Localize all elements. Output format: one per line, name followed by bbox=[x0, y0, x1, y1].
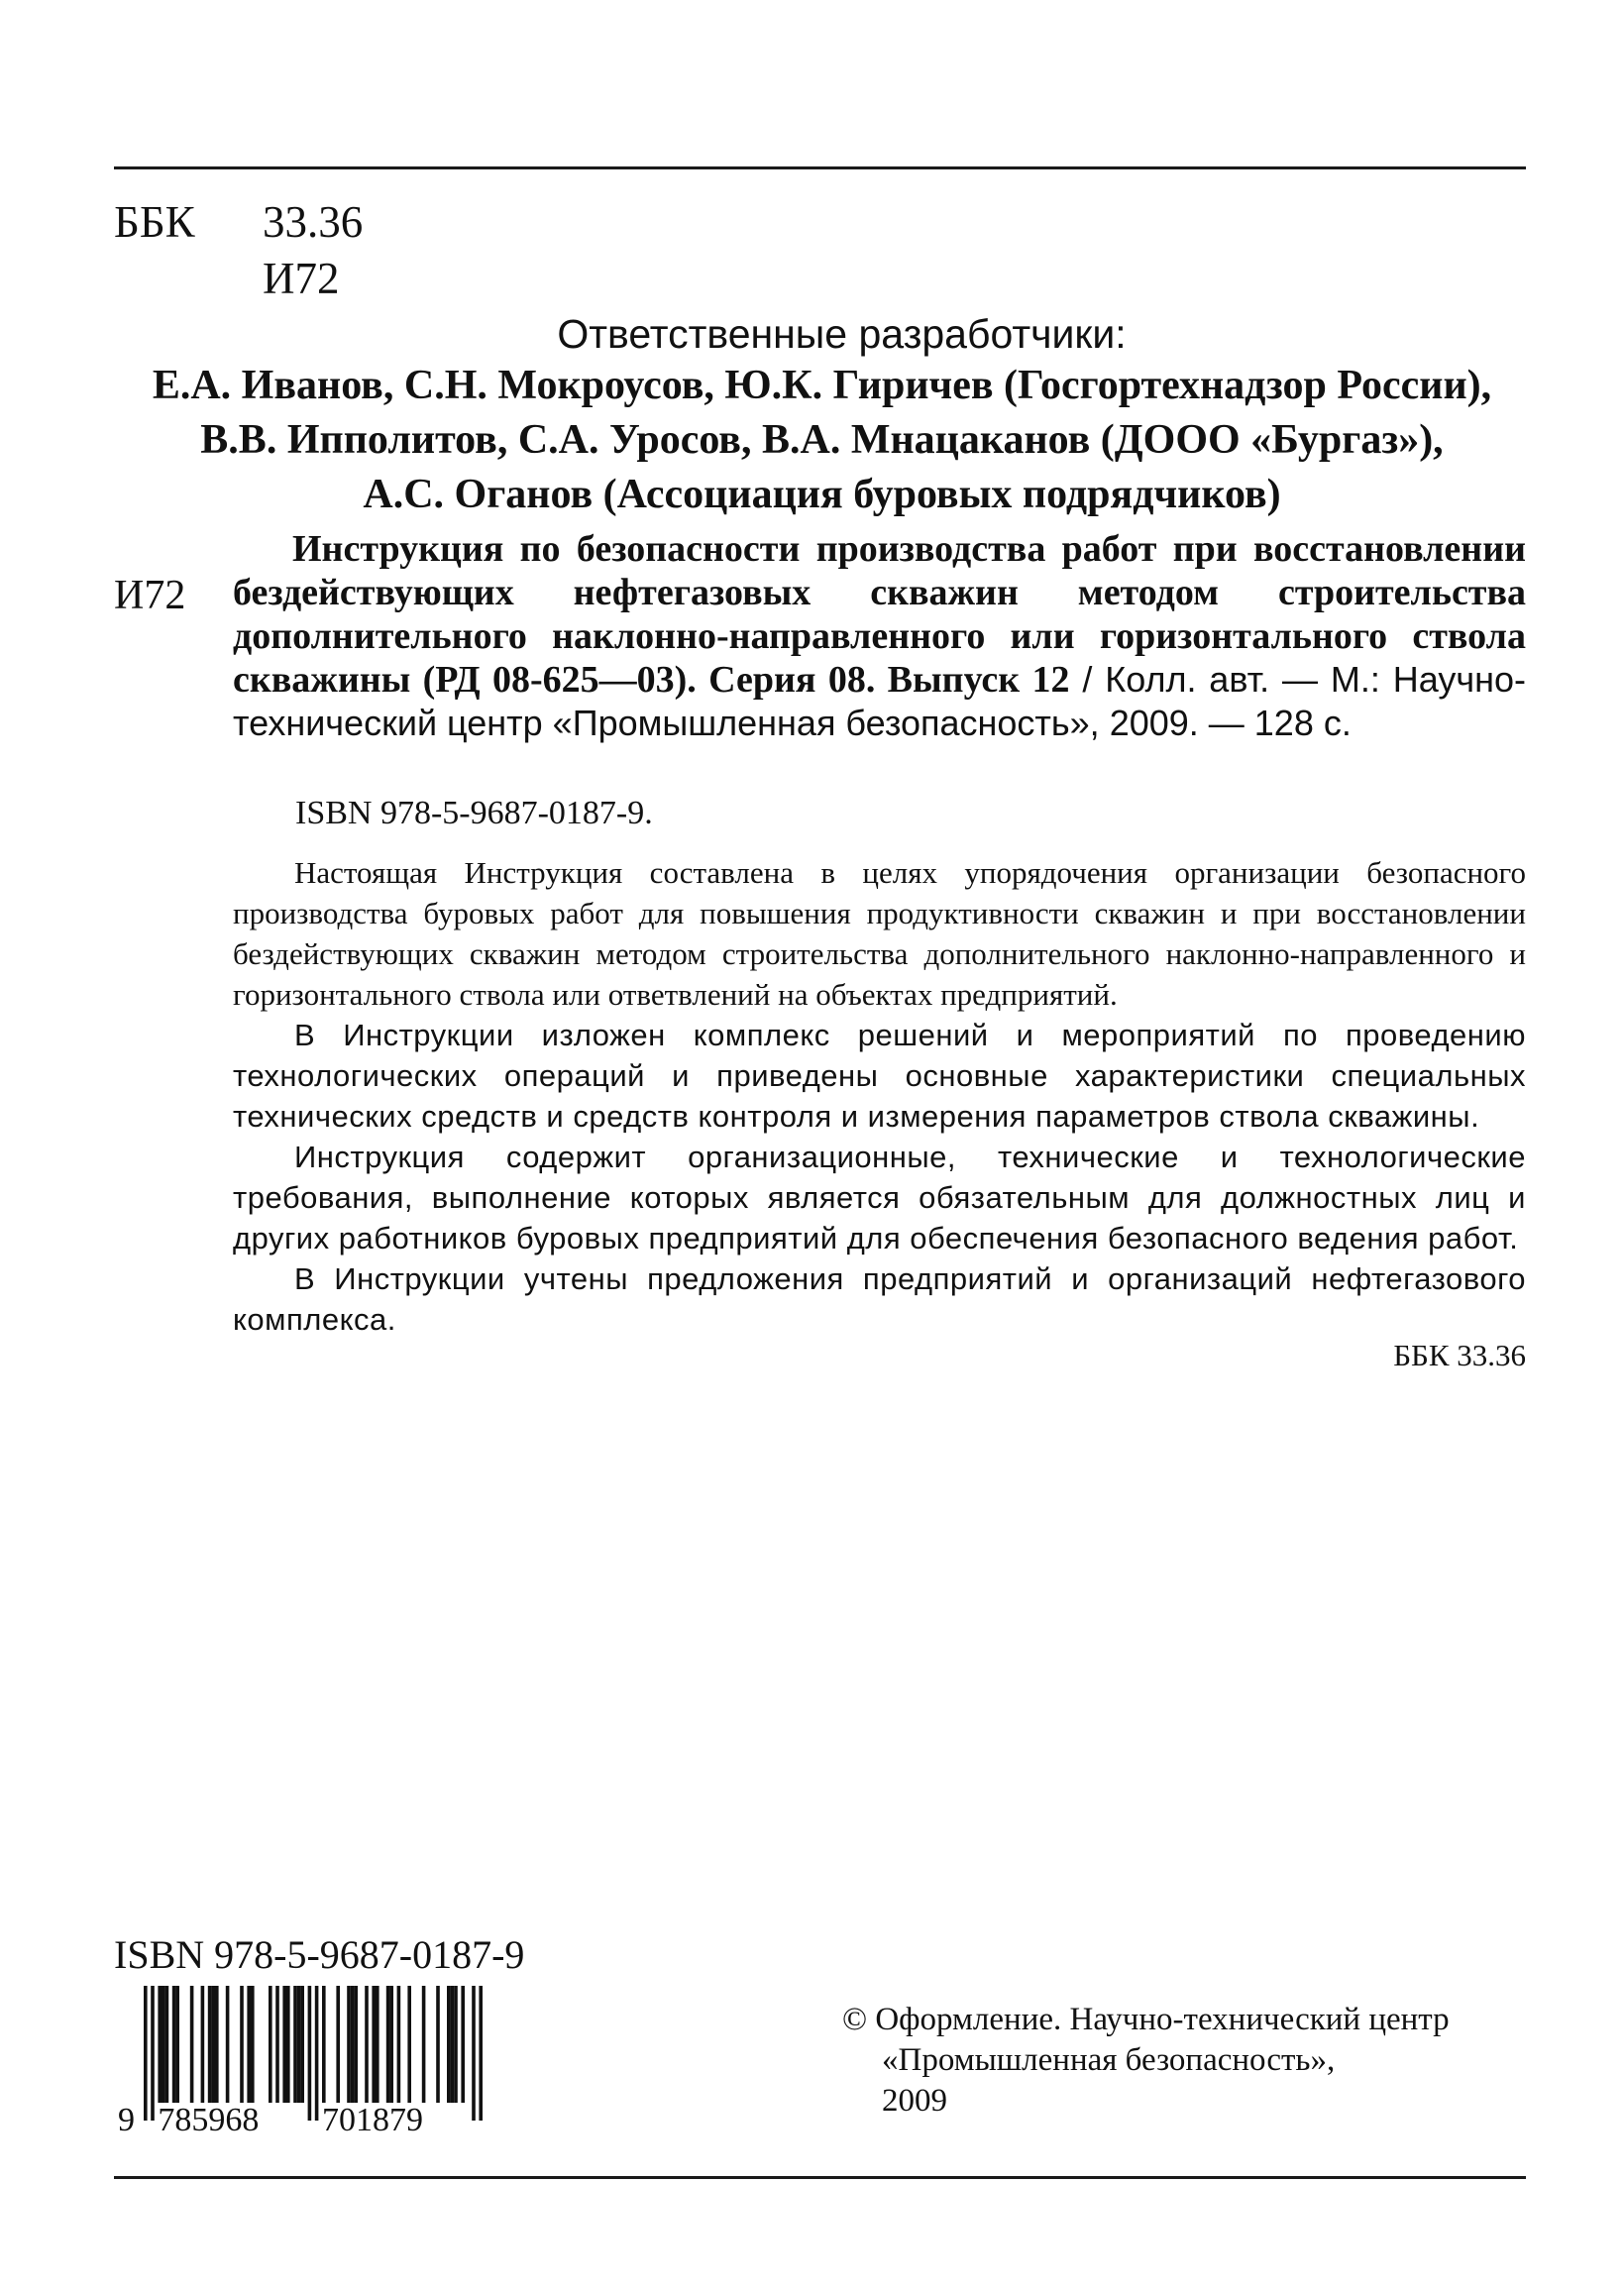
barcode-bar bbox=[386, 1986, 390, 2103]
barcode-bar bbox=[454, 1986, 458, 2103]
barcode-bar bbox=[165, 1986, 169, 2103]
barcode-digits: 785968 bbox=[158, 2102, 260, 2134]
copyright bbox=[842, 2000, 1516, 2122]
barcode-bar bbox=[215, 1986, 219, 2103]
barcode-bar bbox=[269, 1986, 272, 2103]
barcode-bar bbox=[293, 1986, 297, 2103]
abstract-paragraph: Настоящая Инструкция составлена в целях упорядочения организации безопасного производства буровых работ для повышения продуктивности скважин и при восстановлении бездействующих скважин методом строительства дополнительного наклонно-направленного и горизонтального ствола или ответвлений на объектах предприятий. bbox=[233, 855, 1526, 1012]
abstract bbox=[233, 852, 1526, 1340]
barcode-bar bbox=[297, 1986, 301, 2103]
barcode-bar bbox=[282, 1986, 286, 2103]
barcode-isbn: ISBN 978-5-9687-0187-9 bbox=[114, 1932, 525, 1977]
barcode-bar bbox=[208, 1986, 212, 2103]
barcode-bar bbox=[347, 1986, 351, 2103]
barcode-bar bbox=[247, 1986, 251, 2103]
barcode-bar bbox=[451, 1986, 455, 2103]
barcode-bar bbox=[376, 1986, 379, 2103]
barcode-digits: 701879 bbox=[322, 2102, 423, 2134]
barcode-bar bbox=[286, 1986, 290, 2103]
barcode-bar bbox=[251, 1986, 255, 2103]
barcode-bar bbox=[479, 1986, 483, 2121]
abstract-paragraph: В Инструкции изложен комплекс решений и мероприятий по проведению технологических операций и приведены основные характеристики специальных технических средств и средств контроля и измерения параметров ствола скважины. bbox=[233, 1018, 1526, 1134]
barcode-image bbox=[114, 1986, 530, 2134]
responsible-heading: Ответственные разработчики: bbox=[557, 311, 1127, 357]
barcode-bar bbox=[158, 1986, 162, 2103]
barcode-bar bbox=[226, 1986, 230, 2103]
barcode-bar bbox=[211, 1986, 215, 2103]
author-mark: И72 bbox=[263, 254, 340, 303]
barcode-bar bbox=[190, 1986, 194, 2103]
barcode-bar bbox=[389, 1986, 393, 2103]
entry-title: Инструкция по безопасности производства работ при восстановлении бездействующих нефтегазовых скважин методом строительства дополнительного наклонно-направленного или горизонтального ствола скважины (РД 08-625—03). Серия 08. Выпуск 12 bbox=[233, 528, 1526, 701]
barcode-bar bbox=[472, 1986, 476, 2121]
entry-imprint: / Колл. авт. — М.: Научно-технический центр «Промышленная безопасность», 2009. — 128 с. bbox=[233, 659, 1526, 743]
barcode-bar bbox=[336, 1986, 340, 2103]
authors-block bbox=[0, 359, 1624, 522]
barcode-bar bbox=[351, 1986, 355, 2103]
abstract-paragraph: Инструкция содержит организационные, технические и технологические требования, выполнение которых является обязательным для должностных лиц и других работников буровых предприятий для обеспечения безопасного ведения работ. bbox=[233, 1140, 1526, 1255]
barcode-bar bbox=[422, 1986, 426, 2103]
copyright-line: © Оформление. Научно-технический центр bbox=[842, 2002, 1450, 2037]
bottom-rule bbox=[114, 2176, 1526, 2179]
abstract-paragraph: В Инструкции учтены предложения предприятий и организаций нефтегазового комплекса. bbox=[233, 1261, 1526, 1337]
bibliographic-entry bbox=[233, 527, 1526, 745]
barcode-bar bbox=[300, 1986, 304, 2103]
barcode-bar bbox=[201, 1986, 205, 2103]
barcode-bar bbox=[144, 1986, 148, 2121]
barcode-bar bbox=[315, 1986, 319, 2121]
barcode-bar bbox=[354, 1986, 358, 2103]
barcode-bar bbox=[275, 1986, 279, 2103]
copyright-line: 2009 bbox=[882, 2083, 947, 2119]
authors-line: Е.А. Иванов, С.Н. Мокроусов, Ю.К. Гиричев (Госгортехнадзор России), bbox=[152, 363, 1492, 408]
barcode-bar bbox=[365, 1986, 369, 2103]
barcode-bar bbox=[172, 1986, 176, 2103]
copyright-line: «Промышленная безопасность», bbox=[882, 2042, 1336, 2078]
barcode-bar bbox=[461, 1986, 465, 2103]
barcode-bar bbox=[397, 1986, 401, 2103]
barcode-bar bbox=[175, 1986, 179, 2103]
barcode-bar bbox=[436, 1986, 440, 2103]
authors-line: А.С. Оганов (Ассоциация буровых подрядчиков) bbox=[363, 472, 1281, 517]
bbk-code: 33.36 bbox=[263, 197, 364, 247]
barcode-bar bbox=[322, 1986, 326, 2103]
bbk-label: ББК bbox=[114, 197, 195, 247]
authors-line: В.В. Ипполитов, С.А. Уросов, В.А. Мнацаканов (ДООО «Бургаз»), bbox=[200, 417, 1444, 463]
isbn-line: ISBN 978-5-9687-0187-9. bbox=[295, 795, 653, 831]
top-rule bbox=[114, 166, 1526, 169]
barcode-bar bbox=[151, 1986, 155, 2121]
barcode-bar bbox=[162, 1986, 165, 2103]
barcode-bar bbox=[407, 1986, 411, 2103]
bbk-footer: ББК 33.36 bbox=[1393, 1338, 1526, 1372]
barcode-bar bbox=[372, 1986, 376, 2103]
barcode-bar bbox=[240, 1986, 244, 2103]
catalog-mark: И72 bbox=[114, 573, 186, 618]
barcode-bar bbox=[447, 1986, 451, 2103]
barcode-bar bbox=[308, 1986, 312, 2121]
barcode-block bbox=[114, 1932, 550, 2134]
barcode-digits: 9 bbox=[118, 2102, 135, 2134]
